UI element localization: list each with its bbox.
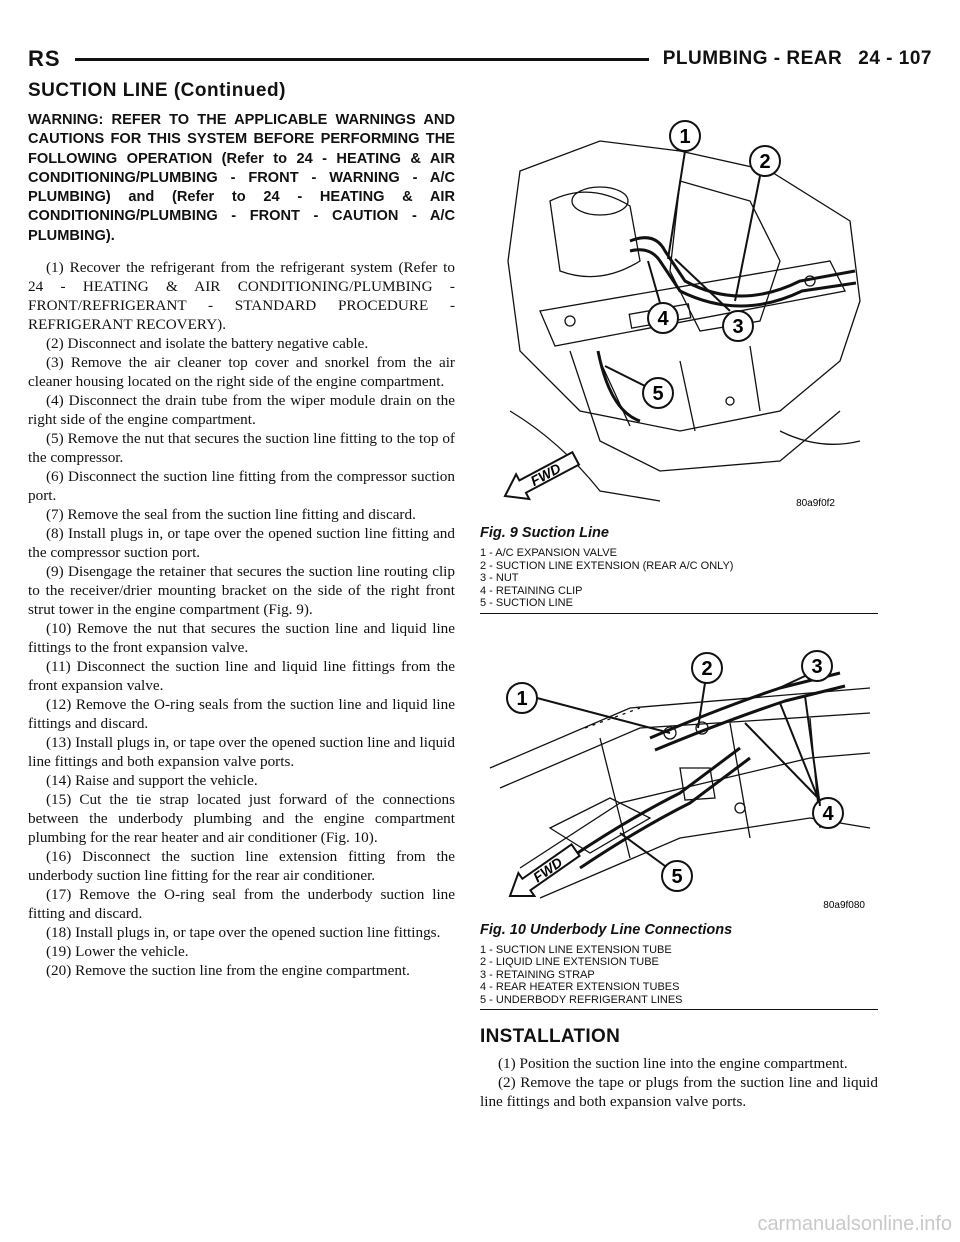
- fig9-callout-3: 3: [732, 316, 744, 338]
- step: (1) Position the suction line into the engine compartment.: [498, 1055, 848, 1072]
- right-column: [480, 111, 878, 1111]
- legend-item: 4 - REAR HEATER EXTENSION TUBES: [480, 981, 680, 993]
- fig9-fwd-label: FWD: [527, 459, 564, 489]
- step: (2) Remove the tape or plugs from the suction line and liquid line fittings and both expansion valve ports.: [480, 1074, 878, 1110]
- step: (18) Install plugs in, or tape over the opened suction line fittings.: [46, 924, 441, 942]
- fig9-rule: [480, 613, 878, 614]
- step: (10) Remove the nut that secures the suction line and liquid line fittings to the front expansion valve.: [28, 620, 455, 657]
- fig10-callout-5: 5: [671, 865, 683, 888]
- step: (12) Remove the O-ring seals from the suction line and liquid line fittings and discard.: [28, 696, 455, 733]
- section-title: [663, 48, 932, 70]
- step: (5) Remove the nut that secures the suction line fitting to the top of the compressor.: [28, 430, 455, 467]
- fig9-illustration: [480, 111, 878, 521]
- warning-text: WARNING: REFER TO THE APPLICABLE WARNINGS AND CAUTIONS FOR THIS SYSTEM BEFORE PERFORMING THE FOLLOWING OPERATION (Refer to 24 - HEATING & AIR CONDITIONING/PLUMBING - FRONT - WARNING - A/C PLUMBING) and (Refer to 24 - HEATING & AIR CONDITIONING/PLUMBING - FRONT - CAUTION - A/C PLUMBING).: [28, 112, 455, 244]
- fig10-callout-4: 4: [822, 802, 834, 825]
- section-name: PLUMBING - REAR: [662, 48, 843, 69]
- step: (13) Install plugs in, or tape over the opened suction line and liquid line fittings and both expansion valve ports.: [28, 734, 455, 771]
- figure-10: [480, 628, 878, 1011]
- fig9-legend: [480, 547, 878, 610]
- step: (9) Disengage the retainer that secures the suction line routing clip to the receiver/drier mounting bracket on the side of the right front strut tower in the engine compartment (Fig. 9).: [28, 563, 455, 619]
- fig9-callout-2: 2: [759, 151, 771, 173]
- step: (3) Remove the air cleaner top cover and snorkel from the air cleaner housing located on the right side of the engine compartment.: [28, 354, 455, 391]
- legend-item: 1 - SUCTION LINE EXTENSION TUBE: [480, 943, 672, 956]
- fig9-caption: Fig. 9 Suction Line: [480, 525, 609, 541]
- legend-item: 5 - SUCTION LINE: [480, 597, 573, 609]
- step: (7) Remove the seal from the suction line fitting and discard.: [46, 506, 416, 524]
- step: (14) Raise and support the vehicle.: [46, 772, 258, 790]
- step: (2) Disconnect and isolate the battery negative cable.: [46, 335, 369, 353]
- fig10-fwd-label: FWD: [529, 853, 566, 885]
- left-column: [28, 111, 455, 980]
- removal-steps: [28, 258, 455, 980]
- legend-item: 4 - RETAINING CLIP: [480, 584, 583, 597]
- legend-item: 1 - A/C EXPANSION VALVE: [480, 547, 617, 559]
- step: (8) Install plugs in, or tape over the opened suction line fitting and the compressor suction port.: [28, 525, 455, 562]
- step: (6) Disconnect the suction line fitting from the compressor suction port.: [28, 468, 455, 505]
- fig10-code: 80a9f080: [823, 899, 865, 911]
- legend-item: 5 - UNDERBODY REFRIGERANT LINES: [480, 993, 683, 1006]
- figure-9: [480, 111, 878, 614]
- continued-heading: SUCTION LINE (Continued): [28, 80, 286, 101]
- fig9-callout-4: 4: [657, 308, 669, 330]
- step: (16) Disconnect the suction line extension fitting from the underbody suction line fitting for the rear air conditioner.: [28, 848, 455, 885]
- fig10-callout-1: 1: [516, 687, 528, 710]
- fig10-callout-2: 2: [701, 657, 713, 680]
- fig10-callout-3: 3: [811, 655, 823, 678]
- legend-item: 2 - SUCTION LINE EXTENSION (REAR A/C ONLY): [480, 559, 734, 572]
- step: (4) Disconnect the drain tube from the wiper module drain on the right side of the engine compartment.: [28, 392, 455, 429]
- installation-heading: INSTALLATION: [480, 1026, 621, 1047]
- fig10-caption: Fig. 10 Underbody Line Connections: [480, 921, 733, 938]
- fig10-rule: [480, 1009, 878, 1010]
- fig9-callout-1: 1: [679, 126, 691, 148]
- watermark: carmanualsonline.info: [757, 1213, 952, 1235]
- step: (20) Remove the suction line from the engine compartment.: [46, 962, 410, 980]
- fig9-callout-5: 5: [652, 383, 664, 405]
- fig9-code: 80a9f0f2: [796, 498, 835, 509]
- page-number: 24 - 107: [858, 48, 932, 69]
- page-header: [28, 44, 932, 74]
- manual-code: RS: [28, 46, 61, 71]
- fig10-illustration: [480, 628, 878, 918]
- step: (1) Recover the refrigerant from the refrigerant system (Refer to 24 - HEATING & AIR CONDITIONING/PLUMBING - FRONT/REFRIGERANT - STANDARD PROCEDURE - REFRIGERANT RECOVERY).: [28, 259, 455, 334]
- step: (11) Disconnect the suction line and liquid line fittings from the front expansion valve.: [28, 658, 455, 695]
- installation-steps: [480, 1054, 878, 1111]
- legend-item: 3 - NUT: [480, 572, 519, 584]
- step: (17) Remove the O-ring seal from the underbody suction line fitting and discard.: [28, 886, 455, 923]
- legend-item: 2 - LIQUID LINE EXTENSION TUBE: [480, 956, 659, 968]
- legend-item: 3 - RETAINING STRAP: [480, 968, 595, 981]
- step: (19) Lower the vehicle.: [46, 943, 189, 961]
- fig10-legend: [480, 944, 878, 1007]
- header-rule: [75, 58, 649, 61]
- step: (15) Cut the tie strap located just forward of the connections between the underbody plumbing and the engine compartment plumbing for the rear heater and air conditioner (Fig. 10).: [28, 791, 455, 847]
